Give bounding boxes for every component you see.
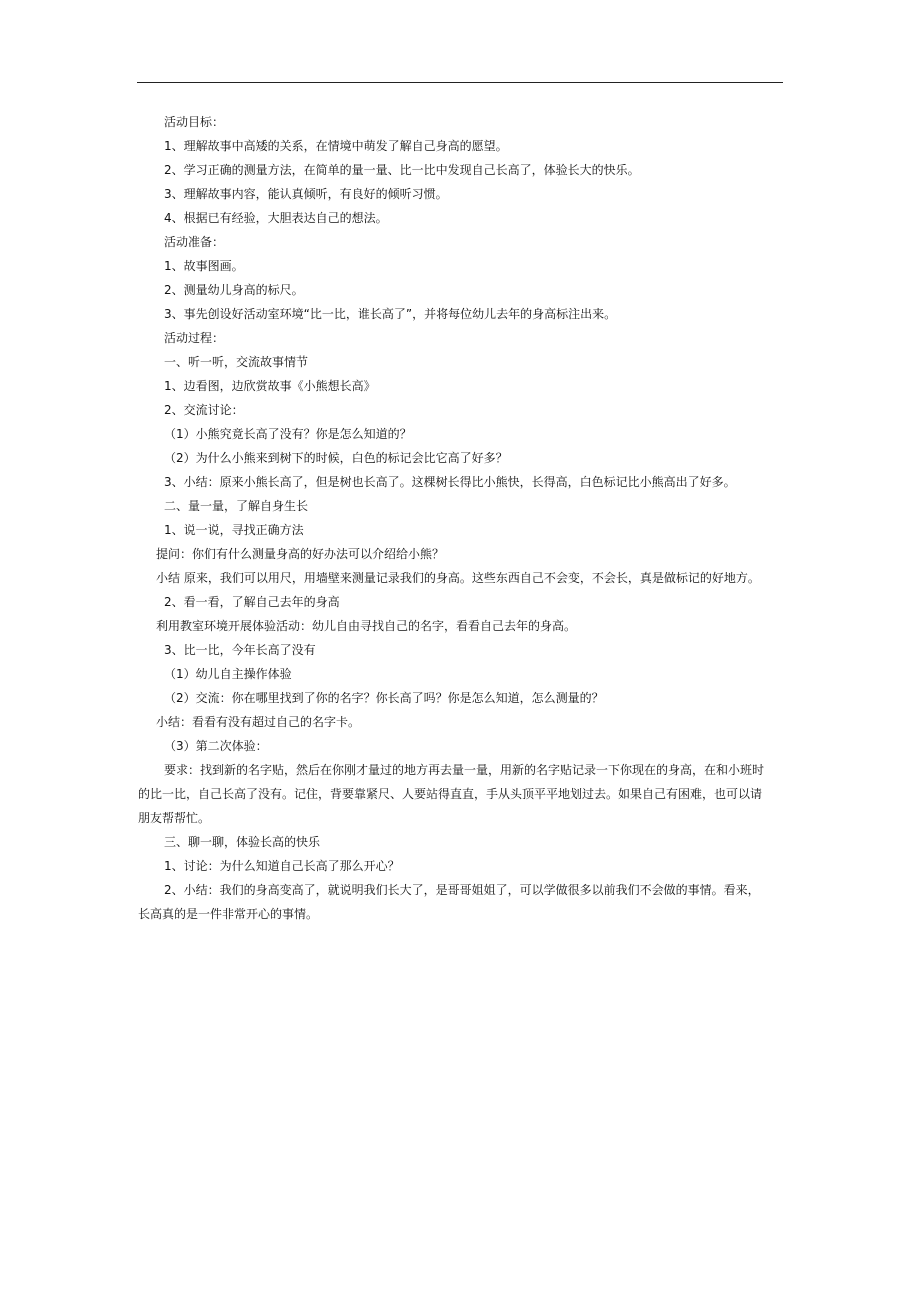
discussion-question-2: （2）为什么小熊来到树下的时候，白色的标记会比它高了好多？: [164, 451, 508, 465]
section-1-item-2: 2、交流讨论：: [164, 403, 244, 417]
goal-item-4: 4、根据已有经验，大胆表达自己的想法。: [164, 211, 388, 225]
section-2-item-1: 1、说一说，寻找正确方法: [164, 523, 304, 537]
prep-item-1: 1、故事图画。: [164, 259, 244, 273]
summary-line-1: 小结 原来，我们可以用尺，用墙壁来测量记录我们的身高。这些东西自己不会变，不会长，真是做标记的好地方。: [156, 571, 760, 585]
section-1-title: 一、听一听，交流故事情节: [164, 355, 309, 369]
sub-item-3: （3）第二次体验：: [164, 739, 268, 753]
goal-item-2: 2、学习正确的测量方法，在简单的量一量、比一比中发现自己长高了，体验长大的快乐。: [164, 163, 640, 177]
summary-para-line-1: 2、小结：我们的身高变高了，就说明我们长大了，是哥哥姐姐了，可以学做很多以前我们不会做的事情。看来，: [164, 883, 760, 897]
discussion-question-1: （1）小熊究竟长高了没有？你是怎么知道的？: [164, 427, 412, 441]
requirement-line-2: 的比一比，自己长高了没有。记住，背要靠紧尺、人要站得直直，手从头顶平平地划过去。如果自己有困难，也可以请: [138, 787, 763, 801]
document-body: [138, 110, 784, 926]
summary-line-2: 小结：看看有没有超过自己的名字卡。: [156, 715, 361, 729]
goal-item-1: 1、理解故事中高矮的关系，在情境中萌发了解自己身高的愿望。: [164, 139, 508, 153]
question-line: 提问：你们有什么测量身高的好办法可以介绍给小熊？: [156, 547, 445, 561]
heading-activity-prep: 活动准备：: [164, 235, 225, 249]
heading-activity-goals: 活动目标：: [164, 115, 225, 129]
summary-paragraph: [138, 878, 784, 926]
requirement-line-3: 朋友帮帮忙。: [138, 811, 211, 825]
goal-item-3: 3、理解故事内容，能认真倾听，有良好的倾听习惯。: [164, 187, 448, 201]
sub-item-2: （2）交流：你在哪里找到了你的名字？你长高了吗？你是怎么知道，怎么测量的？: [164, 691, 604, 705]
header-divider: [137, 82, 783, 83]
prep-item-3: 3、事先创设好活动室环境“比一比，谁长高了”，并将每位幼儿去年的身高标注出来。: [164, 307, 617, 321]
experience-activity-line: 利用教室环境开展体验活动：幼儿自由寻找自己的名字，看看自己去年的身高。: [156, 619, 577, 633]
requirement-paragraph: [138, 758, 784, 830]
section-2-title: 二、量一量，了解自身生长: [164, 499, 309, 513]
section-3-title: 三、聊一聊，体验长高的快乐: [164, 835, 321, 849]
summary-para-line-2: 长高真的是一件非常开心的事情。: [138, 907, 319, 921]
section-2-item-3: 3、比一比，今年长高了没有: [164, 643, 316, 657]
section-2-item-2: 2、看一看，了解自己去年的身高: [164, 595, 340, 609]
prep-item-2: 2、测量幼儿身高的标尺。: [164, 283, 304, 297]
section-3-item-1: 1、讨论：为什么知道自己长高了那么开心？: [164, 859, 400, 873]
sub-item-1: （1）幼儿自主操作体验: [164, 667, 292, 681]
requirement-line-1: 要求：找到新的名字贴，然后在你刚才量过的地方再去量一量，用新的名字贴记录一下你现在的身高，在和小班时: [164, 763, 765, 777]
section-1-item-3: 3、小结：原来小熊长高了，但是树也长高了。这棵树长得比小熊快，长得高，白色标记比小熊高出了好多。: [164, 475, 736, 489]
heading-activity-process: 活动过程：: [164, 331, 225, 345]
section-1-item-1: 1、边看图，边欣赏故事《小熊想长高》: [164, 379, 376, 393]
